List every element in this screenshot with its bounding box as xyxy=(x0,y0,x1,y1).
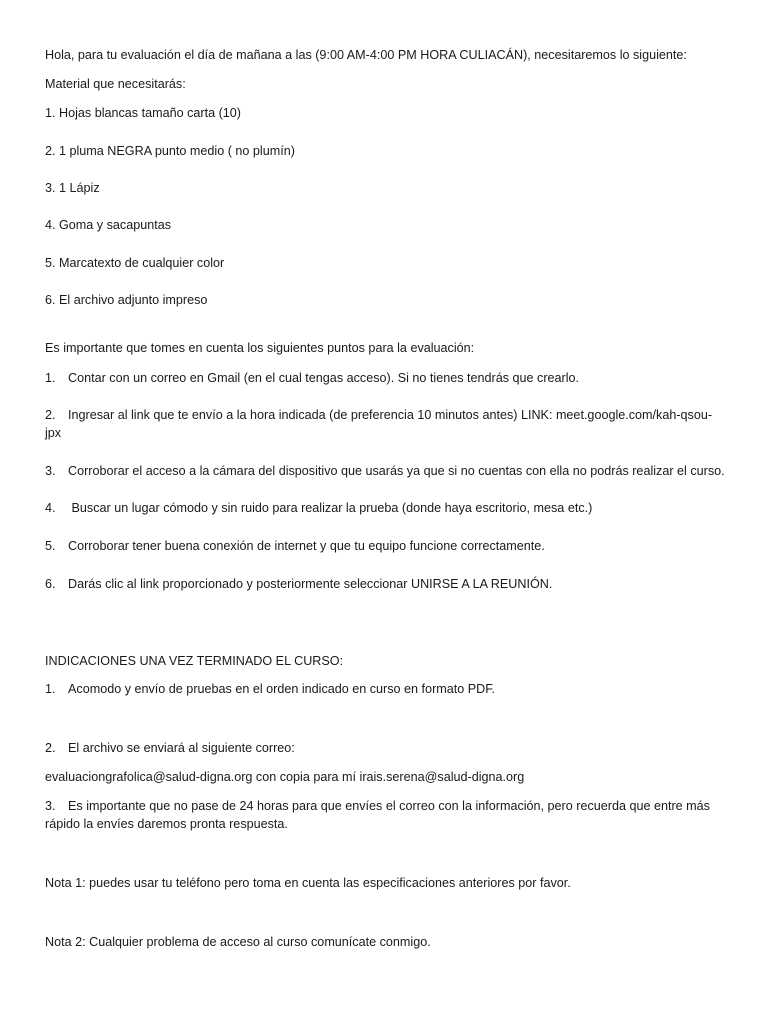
points-heading: Es importante que tomes en cuenta los siguientes puntos para la evaluación: xyxy=(45,341,475,355)
note-2: Nota 2: Cualquier problema de acceso al curso comunícate conmigo. xyxy=(45,935,431,949)
material-item: 6. El archivo adjunto impreso xyxy=(45,293,208,307)
material-item: 4. Goma y sacapuntas xyxy=(45,218,172,232)
note-1: Nota 1: puedes usar tu teléfono pero toma en cuenta las especificaciones anteriores por favor. xyxy=(45,876,571,890)
point-item xyxy=(45,406,725,442)
point-text: Buscar un lugar cómodo y sin ruido para realizar la prueba (donde haya escritorio, mesa etc.) xyxy=(68,501,593,515)
point-item xyxy=(45,575,725,593)
point-item xyxy=(45,369,725,387)
after-item xyxy=(45,797,725,833)
after-text: El archivo se enviará al siguiente correo: xyxy=(68,741,295,755)
material-item: 5. Marcatexto de cualquier color xyxy=(45,256,225,270)
point-item xyxy=(45,462,725,480)
point-number: 1. xyxy=(45,371,56,385)
point-text: Corroborar tener buena conexión de internet y que tu equipo funcione correctamente. xyxy=(68,539,545,553)
after-text: Acomodo y envío de pruebas en el orden indicado en curso en formato PDF. xyxy=(68,682,496,696)
point-number: 2. xyxy=(45,408,56,422)
point-item xyxy=(45,537,725,555)
point-item xyxy=(45,499,725,517)
material-item: 3. 1 Lápiz xyxy=(45,181,100,195)
material-item: 1. Hojas blancas tamaño carta (10) xyxy=(45,106,242,120)
point-text: Ingresar al link que te envío a la hora indicada (de preferencia 10 minutos antes) LINK: meet.google.com/kah-qsou-jpx xyxy=(45,408,713,440)
after-course-heading: INDICACIONES UNA VEZ TERMINADO EL CURSO: xyxy=(45,654,344,668)
email-addresses: evaluaciongrafolica@salud-digna.org con copia para mí irais.serena@salud-digna.org xyxy=(45,770,525,784)
after-item xyxy=(45,680,725,698)
intro-paragraph: Hola, para tu evaluación el día de mañana a las (9:00 AM-4:00 PM HORA CULIACÁN), necesitaremos lo siguiente: xyxy=(45,48,687,62)
after-number: 2. xyxy=(45,741,56,755)
point-text: Corroborar el acceso a la cámara del dispositivo que usarás ya que si no cuentas con ella no podrás realizar el curso. xyxy=(68,464,725,478)
point-number: 3. xyxy=(45,464,56,478)
point-number: 6. xyxy=(45,577,56,591)
point-number: 4. xyxy=(45,501,56,515)
point-text: Darás clic al link proporcionado y posteriormente seleccionar UNIRSE A LA REUNIÓN. xyxy=(68,577,553,591)
after-number: 3. xyxy=(45,799,56,813)
after-item xyxy=(45,739,725,757)
point-number: 5. xyxy=(45,539,56,553)
point-text: Contar con un correo en Gmail (en el cual tengas acceso). Si no tienes tendrás que crearlo. xyxy=(68,371,580,385)
material-item: 2. 1 pluma NEGRA punto medio ( no plumín) xyxy=(45,144,295,158)
materials-heading: Material que necesitarás: xyxy=(45,77,186,91)
after-number: 1. xyxy=(45,682,56,696)
after-text: Es importante que no pase de 24 horas para que envíes el correo con la información, pero recuerda que entre más rápido la envíes daremos pronta respuesta. xyxy=(45,799,710,831)
